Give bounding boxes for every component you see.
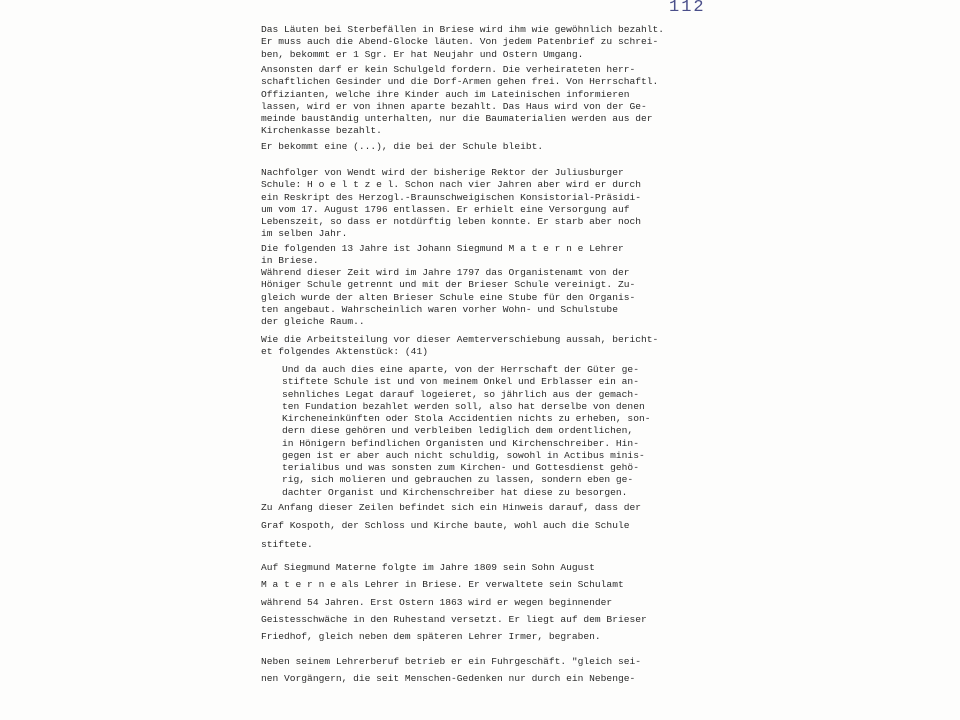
paragraph [261, 559, 647, 645]
text-line: um vom 17. August 1796 entlassen. Er erhielt eine Versorgung auf [261, 203, 630, 215]
page-number: 112 [669, 0, 706, 17]
text-line: dern diese gehören und verbleiben lediglich dem ordentlichen, [282, 425, 634, 437]
text-line: ben, bekommt er 1 Sgr. Er hat Neujahr und Ostern Umgang. [261, 48, 584, 60]
text-line: Kircheneinkünften oder Stola Accidentien nichts zu erheben, son- [282, 413, 651, 424]
text-line: M a t e r n e als Lehrer in Briese. Er verwaltete sein Schulamt [261, 579, 624, 591]
text-line: Offizianten, welche ihre Kinder auch im Lateinischen informieren [261, 88, 630, 100]
text-line: Und da auch dies eine aparte, von der Herrschaft der Güter ge- [282, 364, 639, 375]
text-line: schaftlichen Gesinder und die Dorf-Armen gehen frei. Von Herrschaftl. [261, 76, 659, 88]
paragraph [261, 167, 641, 241]
text-line: Wie die Arbeitsteilung vor dieser Aemterverschiebung aussah, bericht- [261, 334, 659, 345]
text-line: ein Reskript des Herzogl.-Braunschweigischen Konsistorial-Präsidi- [261, 191, 641, 203]
text-line: Er muss auch die Abend-Glocke läuten. Von jedem Patenbrief zu schrei- [261, 36, 659, 48]
text-line: gegen ist er aber auch nicht schuldig, sowohl in Actibus minis- [282, 449, 645, 461]
text-line: Ansonsten darf er kein Schulgeld fordern. Die verheirateten herr- [261, 64, 636, 75]
text-line: terialibus und was sonsten zum Kirchen- und Gottesdienst gehö- [282, 462, 639, 473]
text-line: meinde baustāndig unterhalten, nur die Baumaterialien werden aus der [261, 113, 653, 124]
paragraph [261, 141, 543, 153]
text-line: ten Fundation bezahlet werden soll, also hat derselbe von denen [282, 400, 645, 412]
text-line: ten angebaut. Wahrscheinlich waren vorher Wohn- und Schulstube [261, 303, 618, 315]
text-line: Lebenszeit, so dass er notdürftig leben konnte. Er starb aber noch [261, 216, 641, 227]
text-line: gleich wurde der alten Brieser Schule eine Stube für den Organis- [261, 291, 636, 303]
paragraph [261, 64, 658, 138]
text-line: Friedhof, gleich neben dem späteren Lehrer Irmer, begraben. [261, 631, 601, 643]
text-line: in Briese. [261, 255, 319, 267]
paragraph [261, 243, 624, 268]
text-line: Während dieser Zeit wird im Jahre 1797 das Organistenamt von der [261, 267, 630, 278]
text-line: Kirchenkasse bezahlt. [261, 125, 382, 137]
text-line: stiftete Schule ist und von meinem Onkel und Erblasser ein an- [282, 376, 639, 388]
text-line: Höniger Schule getrennt und mit der Brieser Schule vereinigt. Zu- [261, 279, 636, 291]
text-line: nen Vorgängern, die seit Menschen-Gedenken nur durch ein Nebenge- [261, 673, 636, 685]
text-line: im selben Jahr. [261, 228, 348, 240]
text-line: Neben seinem Lehrerberuf betrieb er ein Fuhrgeschäft. "gleich sei- [261, 656, 641, 667]
text-line: Nachfolger von Wendt wird der bisherige Rektor der Juliusburger [261, 167, 624, 178]
paragraph [261, 267, 635, 328]
text-line: Das Läuten bei Sterbefällen in Briese wird ihm wie gewöhnlich bezahlt. [261, 24, 665, 35]
text-line: Zu Anfang dieser Zeilen befindet sich ein Hinweis darauf, dass der [261, 502, 641, 513]
text-line: während 54 Jahren. Erst Ostern 1863 wird er wegen beginnender [261, 596, 613, 608]
text-line: in Hönigern befindlichen Organisten und Kirchenschreiber. Hin- [282, 437, 639, 449]
text-line: lassen, wird er von ihnen aparte bezahlt. Das Haus wird von der Ge- [261, 100, 647, 112]
text-line: et folgendes Aktenstück: (41) [261, 346, 428, 358]
paragraph [261, 334, 658, 359]
text-line: Graf Kospoth, der Schloss und Kirche baute, wohl auch die Schule [261, 520, 630, 532]
quoted-document [282, 364, 650, 499]
text-line: Geistesschwäche in den Ruhestand versetzt. Er liegt auf dem Brieser [261, 613, 647, 625]
text-line: Er bekommt eine (...), die bei der Schule bleibt. [261, 141, 544, 152]
paragraph [261, 653, 641, 688]
text-line: stiftete. [261, 538, 313, 550]
paragraph [261, 499, 641, 554]
text-line: der gleiche Raum.. [261, 316, 365, 327]
text-line: rig, sich molieren und gebrauchen zu lassen, sondern eben ge- [282, 474, 634, 486]
paragraph [261, 24, 664, 61]
text-line: Auf Siegmund Materne folgte im Jahre 1809 sein Sohn August [261, 562, 595, 573]
text-line: sehnliches Legat darauf logeieret, so jährlich aus der gemach- [282, 388, 639, 400]
text-line: dachter Organist und Kirchenschreiber hat diese zu besorgen. [282, 486, 628, 498]
text-line: Die folgenden 13 Jahre ist Johann Siegmund M a t e r n e Lehrer [261, 243, 624, 254]
text-line: Schule: H o e l t z e l. Schon nach vier Jahren aber wird er durch [261, 179, 641, 191]
